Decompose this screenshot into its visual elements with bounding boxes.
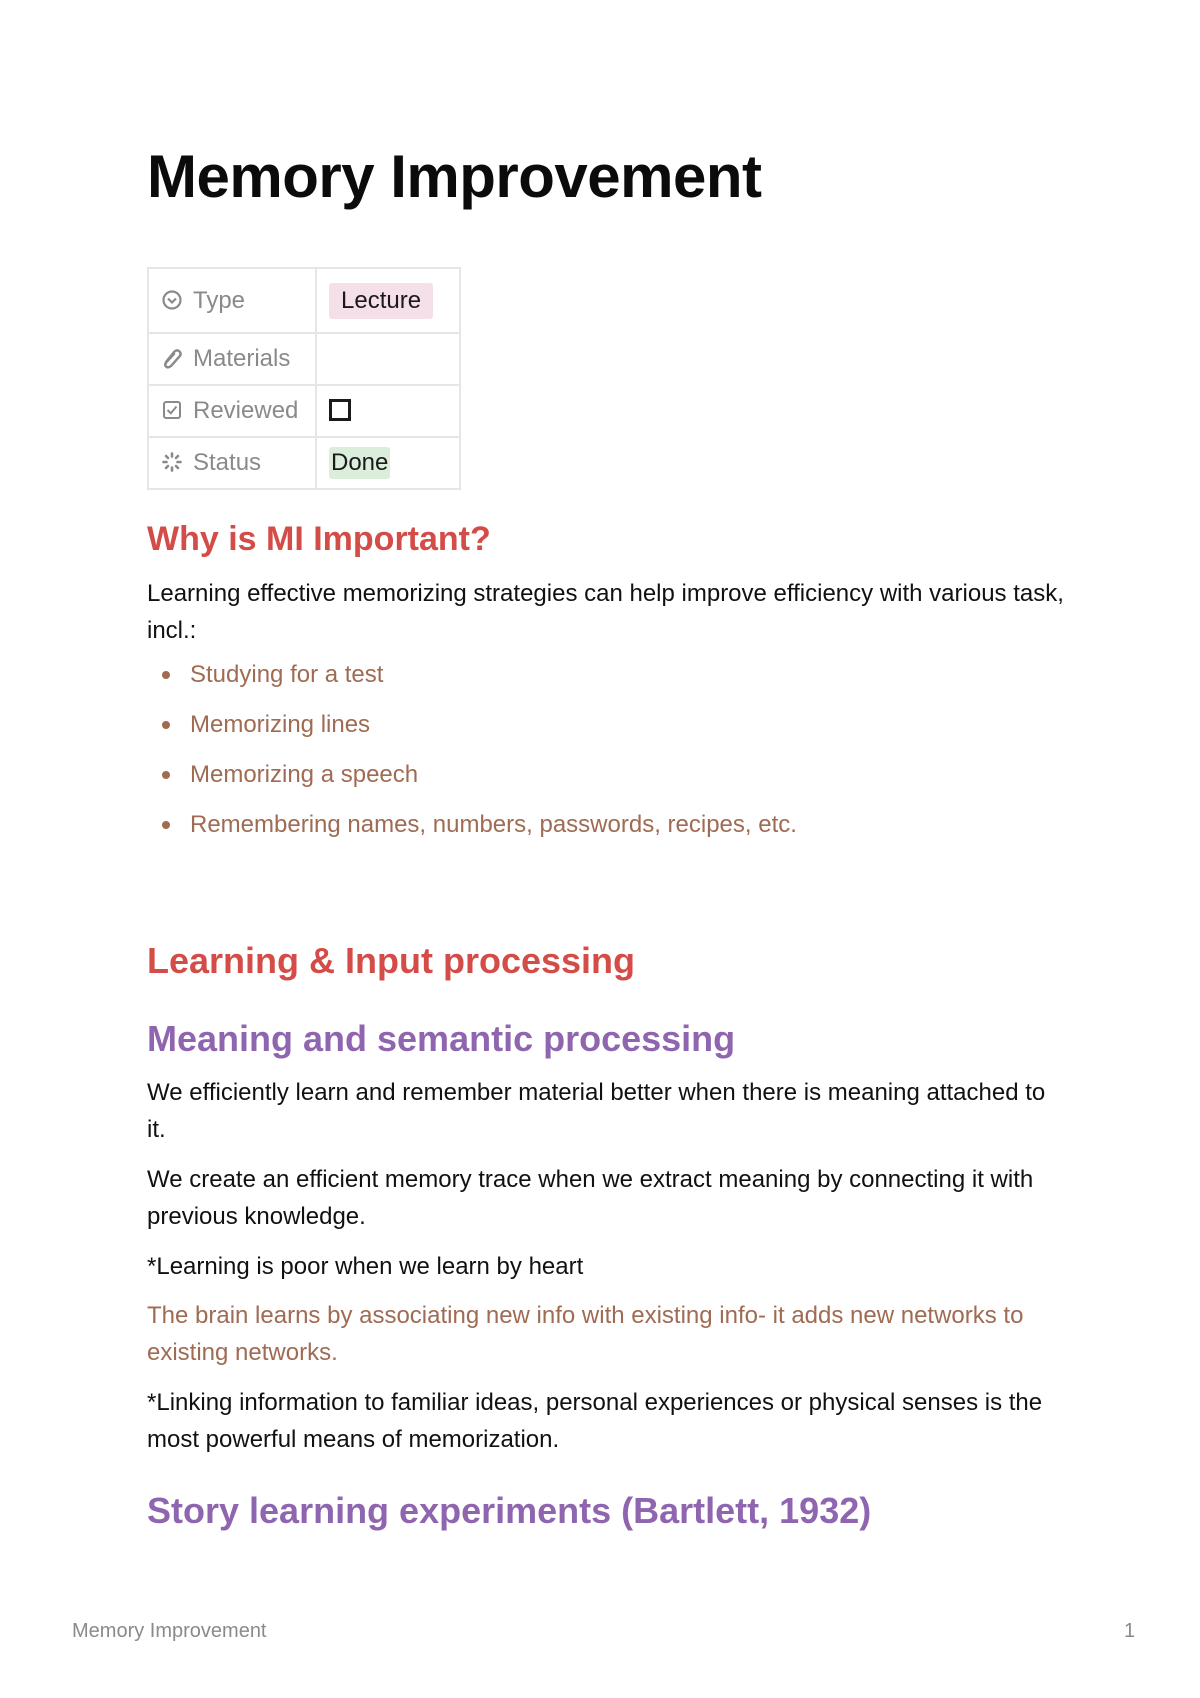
meaning-paragraph-1: We efficiently learn and remember material better when there is meaning attached to it. bbox=[147, 1079, 1046, 1143]
why-intro: Learning effective memorizing strategies can help improve efficiency with various task, incl.: bbox=[147, 580, 1064, 644]
section-heading-learning: Learning & Input processing bbox=[147, 940, 636, 981]
paperclip-icon bbox=[161, 347, 183, 369]
property-key-type bbox=[148, 268, 316, 333]
list-item bbox=[147, 710, 797, 760]
section-heading-story: Story learning experiments (Bartlett, 1932) bbox=[147, 1490, 872, 1531]
section-heading-meaning: Meaning and semantic processing bbox=[147, 1018, 736, 1059]
property-value-reviewed bbox=[316, 385, 460, 437]
property-label: Materials bbox=[193, 345, 291, 372]
property-value-type[interactable] bbox=[316, 268, 460, 333]
list-item bbox=[147, 810, 797, 860]
bullet-dot bbox=[162, 771, 170, 779]
type-tag[interactable]: Lecture bbox=[329, 283, 433, 319]
property-row-type bbox=[148, 268, 460, 333]
property-value-status[interactable] bbox=[316, 437, 460, 489]
list-item-text: Remembering names, numbers, passwords, recipes, etc. bbox=[190, 811, 797, 838]
chevron-circle-icon bbox=[161, 289, 183, 311]
section-heading-why: Why is MI Important? bbox=[147, 520, 491, 558]
meaning-paragraph-3: *Learning is poor when we learn by heart bbox=[147, 1253, 584, 1280]
property-key-status bbox=[148, 437, 316, 489]
bullet-dot bbox=[162, 671, 170, 679]
list-item-text: Studying for a test bbox=[190, 661, 384, 688]
bullet-dot bbox=[162, 821, 170, 829]
property-label: Status bbox=[193, 449, 262, 476]
status-tag[interactable]: Done bbox=[329, 447, 390, 479]
meaning-paragraph-5: *Linking information to familiar ideas, personal experiences or physical senses is the most powerful means of memorization. bbox=[147, 1389, 1043, 1453]
property-row-materials bbox=[148, 333, 460, 385]
property-label: Reviewed bbox=[193, 397, 299, 424]
spinner-icon bbox=[161, 451, 183, 473]
list-item-text: Memorizing a speech bbox=[190, 761, 419, 788]
property-label: Type bbox=[193, 286, 246, 314]
property-row-reviewed bbox=[148, 385, 460, 437]
list-item-text: Memorizing lines bbox=[190, 711, 371, 738]
list-item bbox=[147, 760, 797, 810]
footer-page-number: 1 bbox=[1124, 1620, 1136, 1642]
property-key-reviewed bbox=[148, 385, 316, 437]
checkbox-icon bbox=[161, 399, 183, 421]
meaning-paragraph-2: We create an efficient memory trace when we extract meaning by connecting it with previous knowledge. bbox=[147, 1166, 1034, 1230]
property-value-materials[interactable] bbox=[316, 333, 460, 385]
property-row-status bbox=[148, 437, 460, 489]
list-item bbox=[147, 660, 797, 710]
footer-document-title: Memory Improvement bbox=[72, 1620, 267, 1642]
page-title: Memory Improvement bbox=[147, 143, 762, 210]
bullet-dot bbox=[162, 721, 170, 729]
why-bullet-list bbox=[147, 660, 797, 860]
properties-table bbox=[147, 267, 461, 490]
meaning-paragraph-4: The brain learns by associating new info with existing info- it adds new networks to existing networks. bbox=[147, 1302, 1024, 1366]
property-key-materials bbox=[148, 333, 316, 385]
reviewed-checkbox[interactable] bbox=[329, 399, 351, 421]
